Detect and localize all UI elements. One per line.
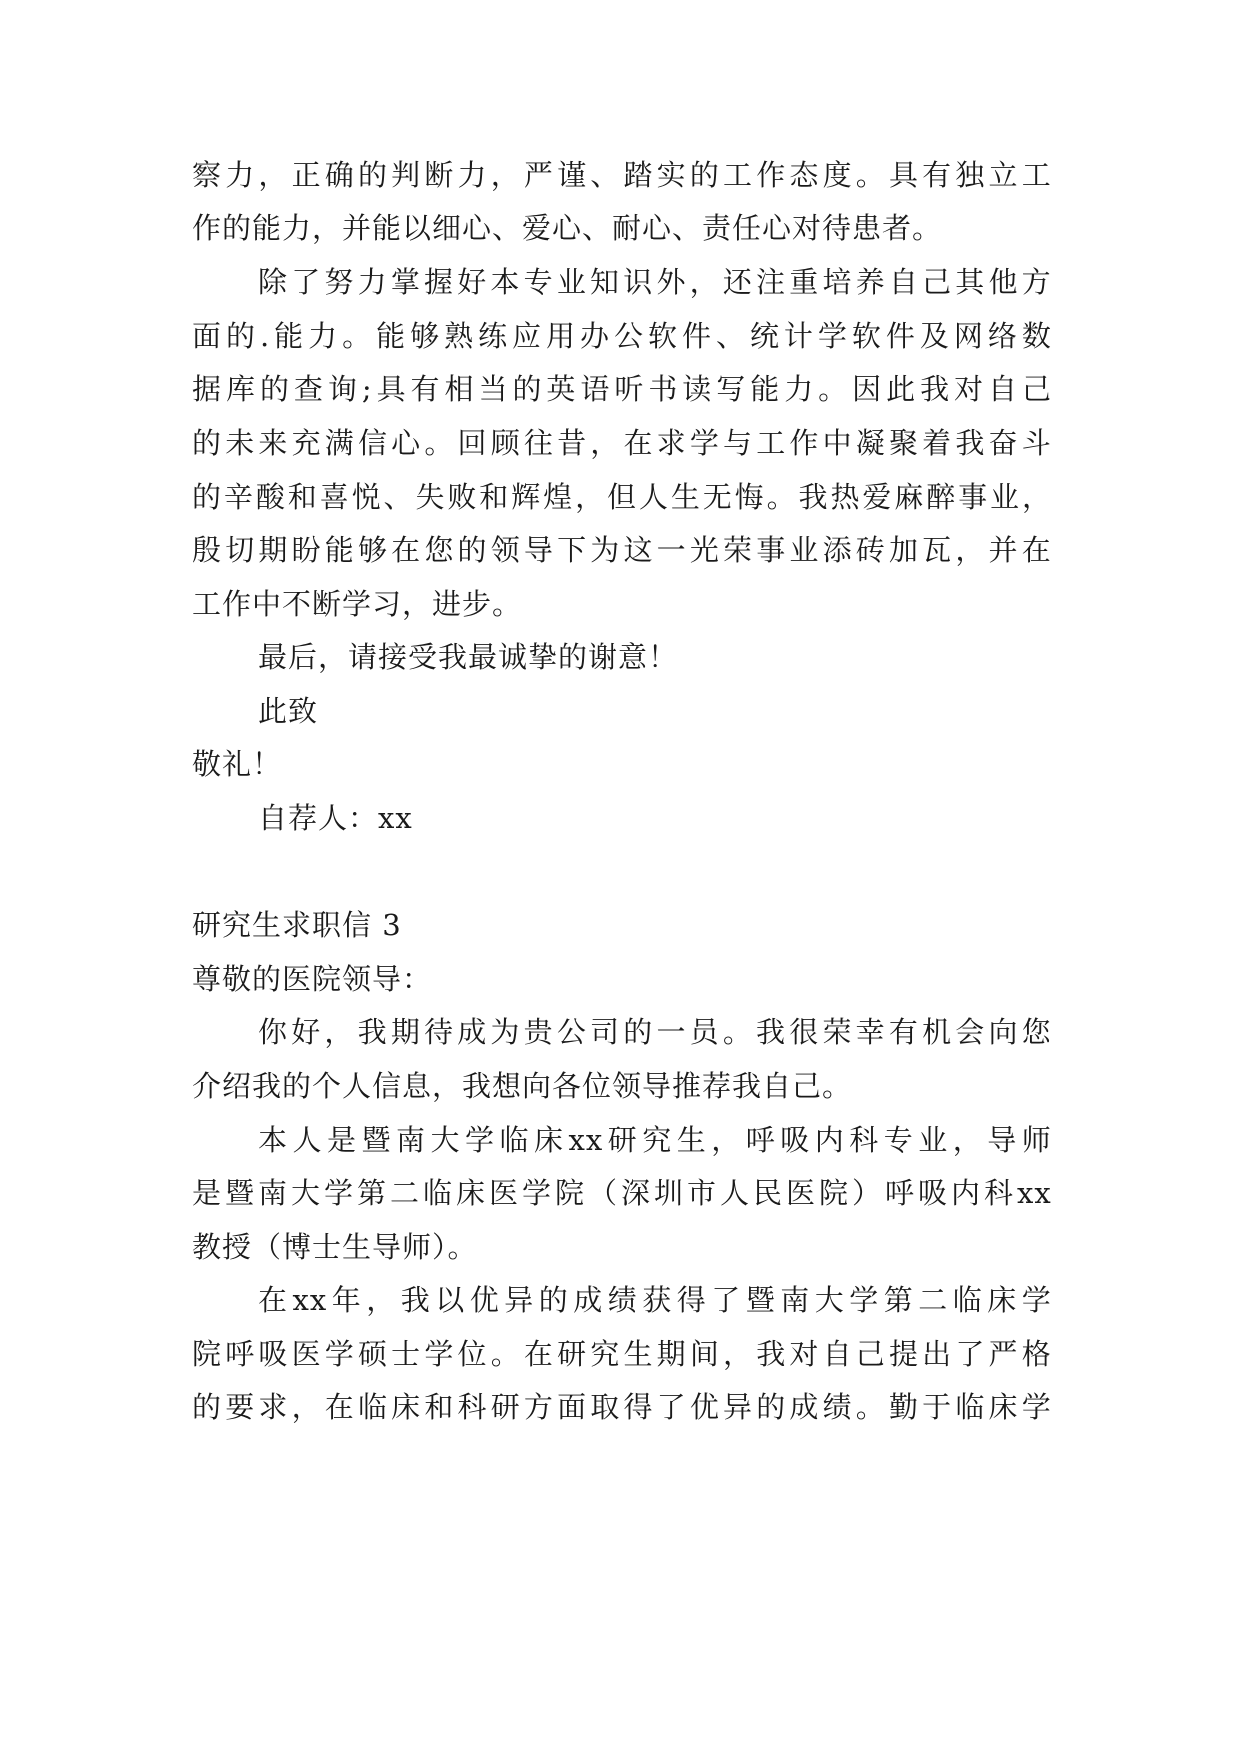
text-line: 最后，请接受我最诚挚的谢意！	[258, 640, 679, 674]
text-line: 本 人 是 暨 南 大 学 临 床 xx 研 究 生 ， 呼 吸 内 科 专 业 ， 导 师	[258, 1123, 1052, 1157]
text-line: 的 辛 酸 和 喜 悦 、 失 败 和 辉 煌 ， 但 人 生 无 悔 。 我 热 爱 麻 醉 事 业 ，	[192, 480, 1052, 514]
text-line: 在 xx 年 ， 我 以 优 异 的 成 绩 获 得 了 暨 南 大 学 第 二 临 床 学	[258, 1283, 1052, 1317]
text-line: 的 未 来 充 满 信 心 。 回 顾 往 昔 ， 在 求 学 与 工 作 中 凝 聚 着 我 奋 斗	[192, 426, 1052, 460]
salutation: 尊敬的医院领导：	[192, 962, 433, 996]
text-line: 此致	[258, 694, 319, 728]
text-line: 教授（博士生导师）。	[192, 1230, 478, 1264]
text-line: 你 好 ， 我 期 待 成 为 贵 公 司 的 一 员 。 我 很 荣 幸 有 机 会 向 您	[258, 1015, 1052, 1049]
text-line: 殷 切 期 盼 能 够 在 您 的 领 导 下 为 这 一 光 荣 事 业 添 砖 加 瓦 ， 并 在	[192, 533, 1052, 567]
text-line: 据 库 的 查 询 ; 具 有 相 当 的 英 语 听 书 读 写 能 力 。 因 此 我 对 自 己	[192, 372, 1052, 406]
text-line: 自荐人：xx	[258, 801, 413, 835]
text-line: 面 的 . 能 力 。 能 够 熟 练 应 用 办 公 软 件 、 统 计 学 软 件 及 网 络 数	[192, 319, 1052, 353]
text-line: 除 了 努 力 掌 握 好 本 专 业 知 识 外 ， 还 注 重 培 养 自 己 其 他 方	[258, 265, 1052, 299]
text-line: 的 要 求 ， 在 临 床 和 科 研 方 面 取 得 了 优 异 的 成 绩 。 勤 于 临 床 学	[192, 1390, 1052, 1424]
section-heading: 研究生求职信 3	[192, 908, 402, 942]
text-line: 敬礼！	[192, 747, 283, 781]
text-line: 作的能力，并能以细心、爱心、耐心、责任心对待患者。	[192, 211, 943, 245]
text-line: 院 呼 吸 医 学 硕 士 学 位 。 在 研 究 生 期 间 ， 我 对 自 己 提 出 了 严 格	[192, 1337, 1052, 1371]
text-line: 介绍我的个人信息，我想向各位领导推荐我自己。	[192, 1069, 853, 1103]
text-line: 是 暨 南 大 学 第 二 临 床 医 学 院 （ 深 圳 市 人 民 医 院 ） 呼 吸 内 科 xx	[192, 1176, 1052, 1210]
text-line: 工作中不断学习，进步。	[192, 587, 523, 621]
text-line: 察 力 ， 正 确 的 判 断 力 ， 严 谨 、 踏 实 的 工 作 态 度 。 具 有 独 立 工	[192, 158, 1052, 192]
